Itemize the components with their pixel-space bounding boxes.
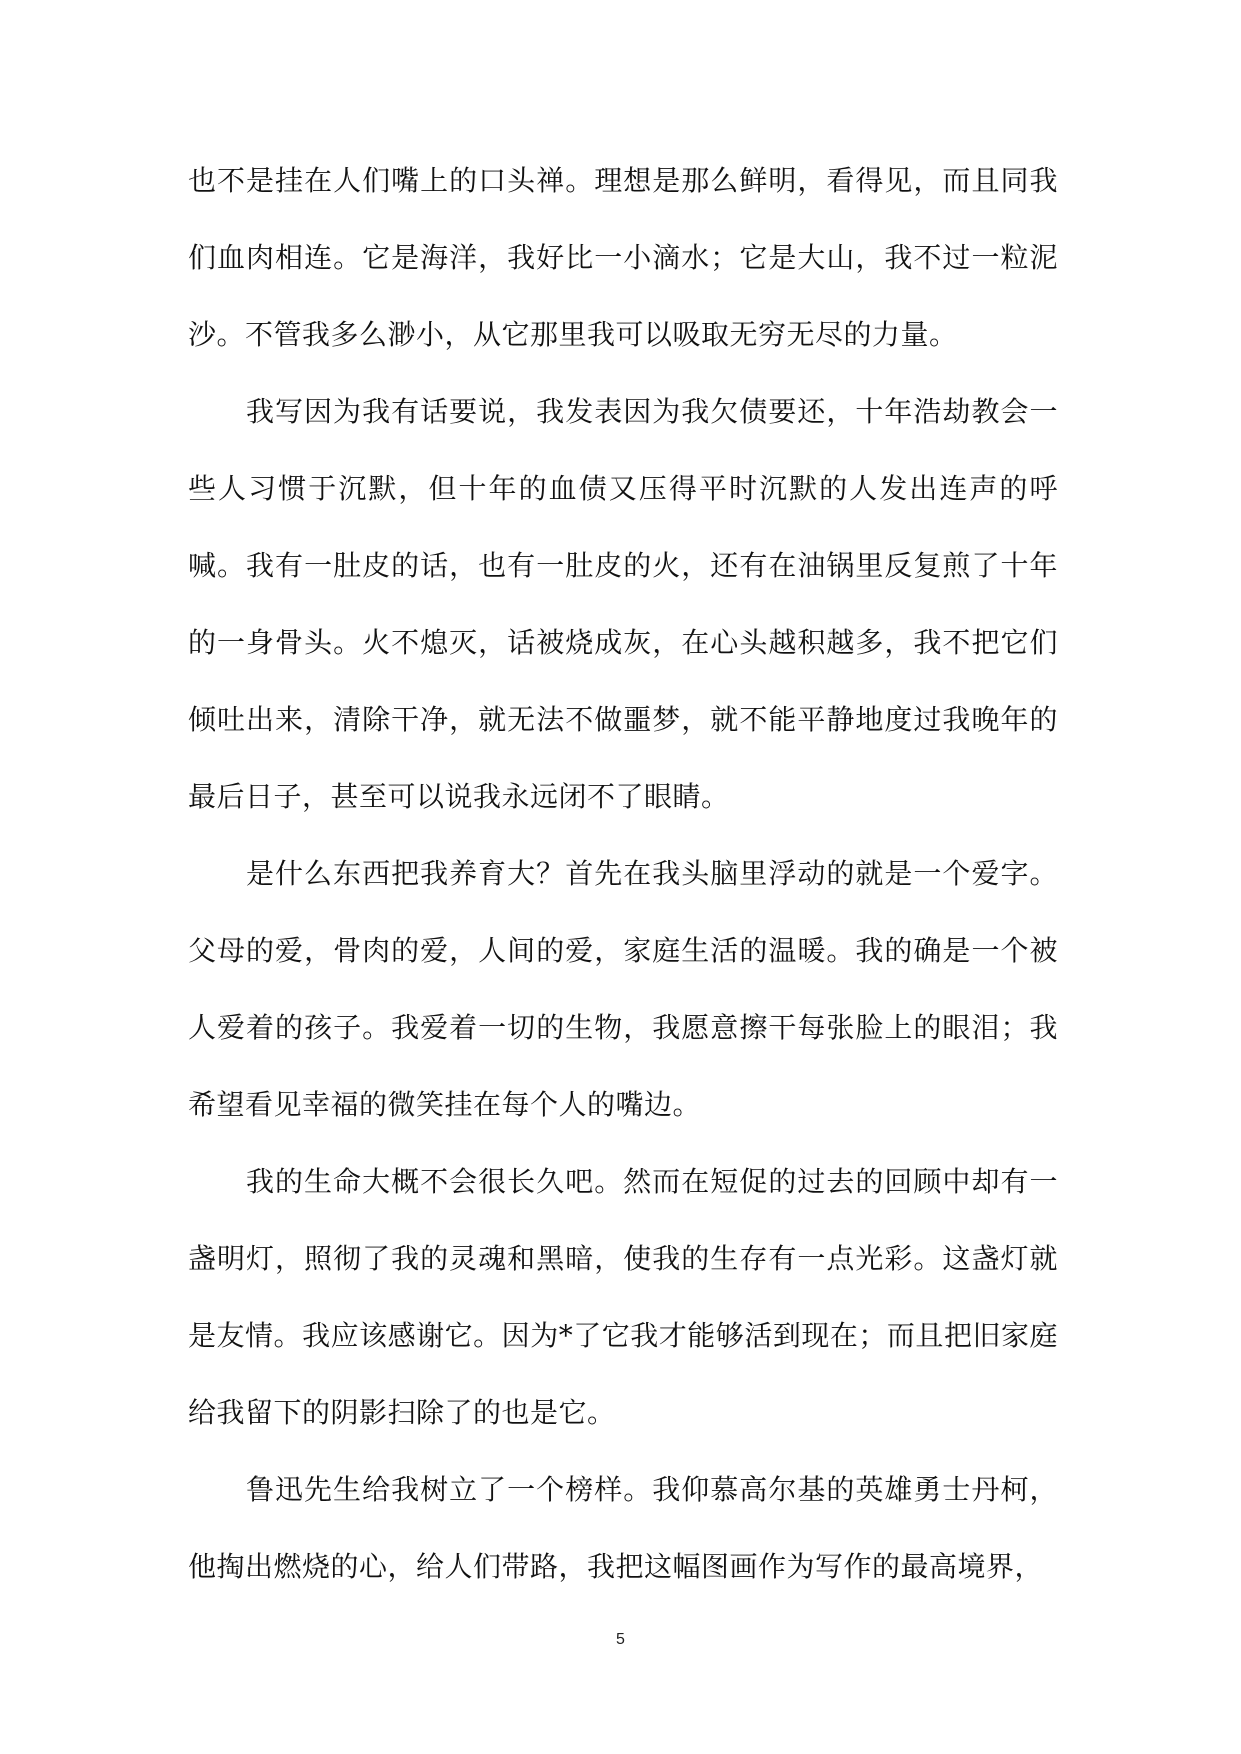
paragraph: 我的生命大概不会很长久吧。然而在短促的过去的回顾中却有一盏明灯，照彻了我的灵魂和黑暗，使我的生存有一点光彩。这盏灯就是友情。我应该感谢它。因为*了它我才能够活到现在；而且把旧家庭给我留下的阴影扫除了的也是它。 <box>188 1165 1058 1429</box>
paragraph: 鲁迅先生给我树立了一个榜样。我仰慕高尔基的英雄勇士丹柯，他掏出燃烧的心，给人们带路，我把这幅图画作为写作的最高境界， <box>188 1473 1058 1583</box>
paragraph-continuation: 也不是挂在人们嘴上的口头禅。理想是那么鲜明，看得见，而且同我们血肉相连。它是海洋，我好比一小滴水；它是大山，我不过一粒泥沙。不管我多么渺小，从它那里我可以吸取无穷无尽的力量。 <box>188 164 1058 351</box>
paragraph: 我写因为我有话要说，我发表因为我欠债要还，十年浩劫教会一些人习惯于沉默，但十年的血债又压得平时沉默的人发出连声的呼喊。我有一肚皮的话，也有一肚皮的火，还有在油锅里反复煎了十年的一身骨头。火不熄灭，话被烧成灰，在心头越积越多，我不把它们倾吐出来，清除干净，就无法不做噩梦，就不能平静地度过我晚年的最后日子，甚至可以说我永远闭不了眼睛。 <box>188 395 1058 813</box>
page-number: 5 <box>616 1631 625 1648</box>
paragraph: 是什么东西把我养育大？首先在我头脑里浮动的就是一个爱字。父母的爱，骨肉的爱，人间的爱，家庭生活的温暖。我的确是一个被人爱着的孩子。我爱着一切的生物，我愿意擦干每张脸上的眼泪；我希望看见幸福的微笑挂在每个人的嘴边。 <box>188 857 1058 1121</box>
body-text <box>188 142 1058 1605</box>
